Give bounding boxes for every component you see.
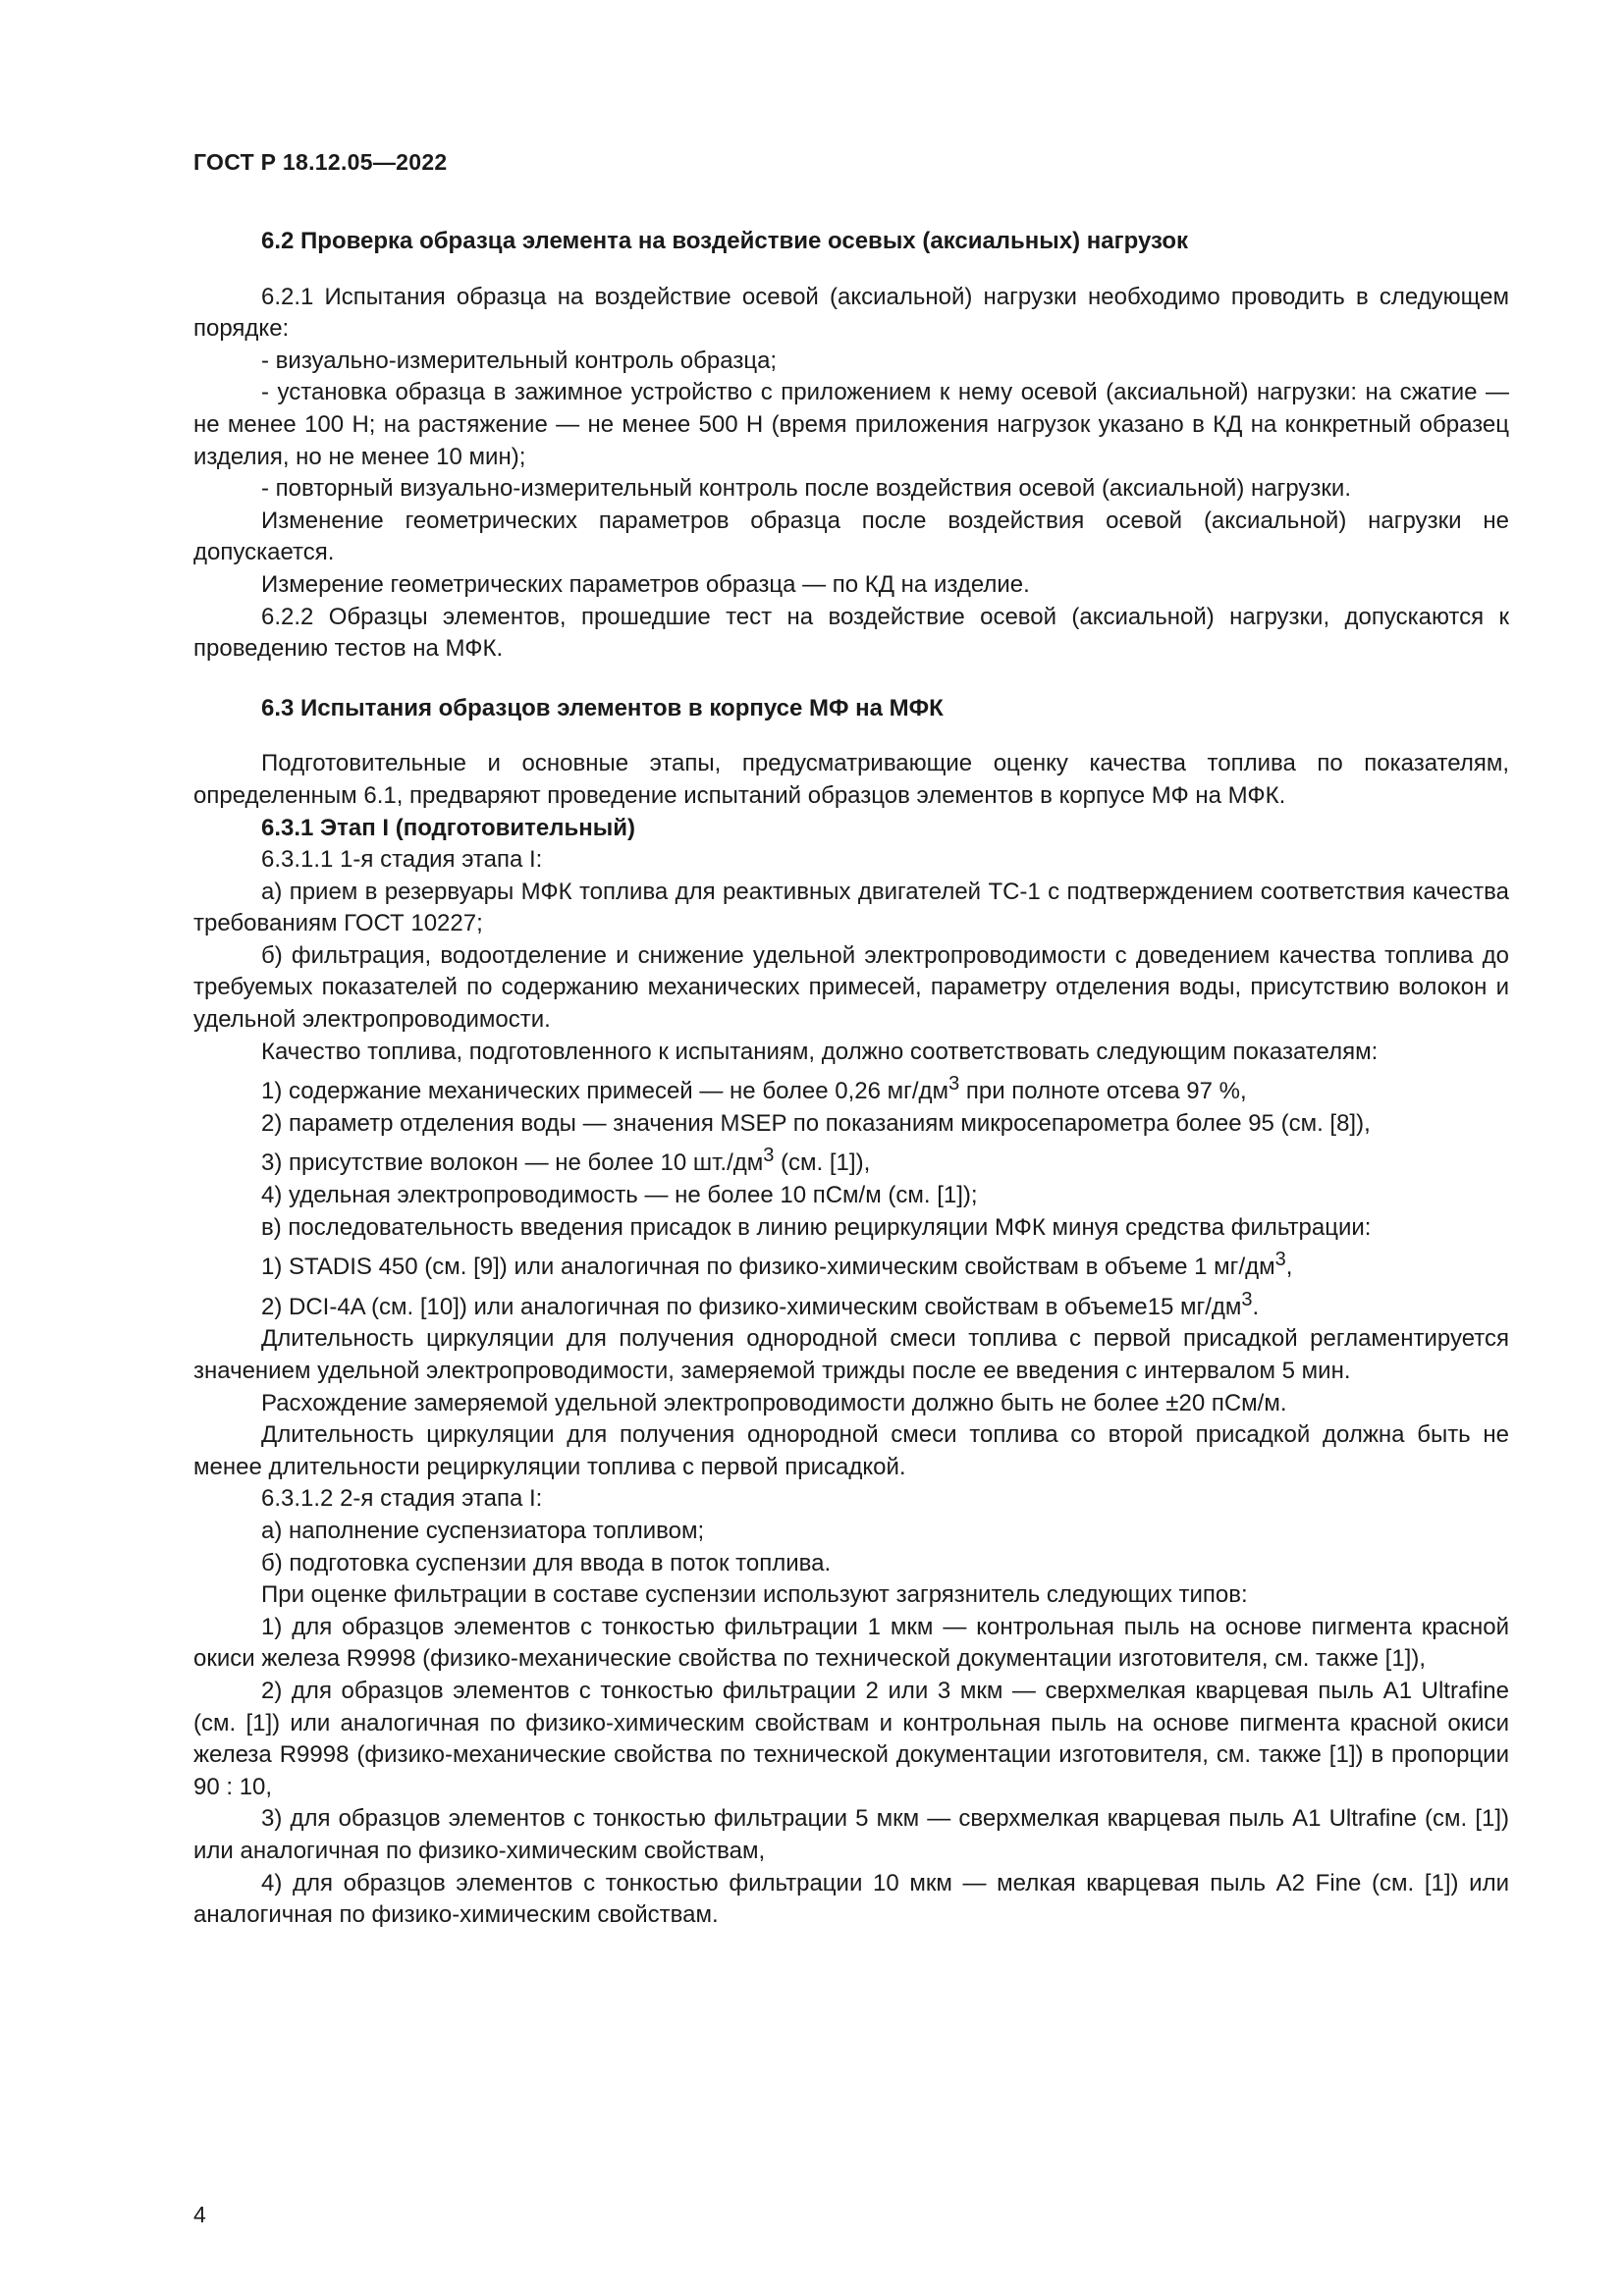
paragraph-6-3-intro: Подготовительные и основные этапы, предусматривающие оценку качества топлива по показателям, определенным 6.1, предваряют проведение испытаний образцов элементов в корпусе МФ на МФК. (193, 750, 1509, 809)
quality-item-impurities-tail: при полноте отсева 97 %, (959, 1078, 1247, 1105)
superscript-3: 3 (1241, 1288, 1253, 1310)
page-number: 4 (193, 2202, 206, 2227)
list-item-v-additives: в) последовательность введения присадок в линию рециркуляции МФК минуя средства фильтрации: (261, 1213, 1372, 1241)
quality-item-impurities-text: 1) содержание механических примесей — не более 0,26 мг/дм (261, 1078, 949, 1105)
quality-item-fibers (193, 1140, 1509, 1180)
contaminant-item-2-3um: 2) для образцов элементов с тонкостью фильтрации 2 или 3 мкм — сверхмелкая кварцевая пыль A1 Ultrafine (см. [1]) или аналогичная по физико-химическим свойствам и контрольная пыль на основе пигмента красной окиси железа R9998 (физико-механические свойства по технической документации изготовителя, см. также [1]) в пропорции 90 : 10, (193, 1677, 1509, 1800)
paragraph-geometry-measure: Измерение геометрических параметров образца — по КД на изделие. (261, 570, 1030, 598)
contaminant-item-5um: 3) для образцов элементов с тонкостью фильтрации 5 мкм — сверхмелкая кварцевая пыль A1 Ultrafine (см. [1]) или аналогичная по физико-химическим свойствам, (193, 1805, 1509, 1864)
list-item-visual-control: - визуально-измерительный контроль образца; (261, 347, 778, 374)
superscript-3: 3 (763, 1145, 775, 1167)
list-item-clamp-install: - установка образца в зажимное устройство с приложением к нему осевой (аксиальной) нагрузки: на сжатие — не менее 100 Н; на растяжение — не менее 500 Н (время приложения нагрузок указано в КД на конкретный образец изделия, но не менее 10 мин); (193, 379, 1509, 470)
contaminant-item-10um: 4) для образцов элементов с тонкостью фильтрации 10 мкм — мелкая кварцевая пыль A2 Fine (см. [1]) или аналогичная по физико-химическим свойствам. (193, 1869, 1509, 1929)
paragraph-discrepancy: Расхождение замеряемой удельной электропроводимости должно быть не более ±20 пСм/м. (261, 1389, 1287, 1416)
document-code-header: ГОСТ Р 18.12.05—2022 (193, 149, 448, 175)
subsection-heading-6-3-1: 6.3.1 Этап I (подготовительный) (261, 814, 635, 841)
quality-item-fibers-tail: (см. [1]), (774, 1149, 871, 1177)
additive-item-dci (193, 1284, 1509, 1324)
paragraph-circulation-second: Длительность циркуляции для получения однородной смеси топлива со второй присадкой должна быть не менее длительности рециркуляции топлива с первой присадкой. (193, 1421, 1509, 1480)
quality-item-impurities (193, 1068, 1509, 1108)
additive-item-stadis (193, 1244, 1509, 1284)
paragraph-6-2-2: 6.2.2 Образцы элементов, прошедшие тест на воздействие осевой (аксиальной) нагрузки, допускаются к проведению тестов на МФК. (193, 603, 1509, 663)
additive-item-dci-tail: . (1252, 1293, 1260, 1320)
contaminant-item-1um: 1) для образцов элементов с тонкостью фильтрации 1 мкм — контрольная пыль на основе пигмента красной окиси железа R9998 (физико-механические свойства по технической документации изготовителя, см. также [1]), (193, 1613, 1509, 1673)
quality-item-water-separation: 2) параметр отделения воды — значения MSEP по показаниям микросепарометра более 95 (см. [8]), (261, 1109, 1371, 1137)
superscript-3: 3 (1274, 1249, 1286, 1271)
quality-item-conductivity: 4) удельная электропроводимость — не более 10 пСм/м (см. [1]); (261, 1182, 978, 1209)
list-item-b-filtration: б) фильтрация, водоотделение и снижение удельной электропроводимости с доведением качества топлива до требуемых показателей по содержанию механических примесей, параметру отделения воды, присутствию волокон и удельной электропроводимости. (193, 941, 1509, 1034)
document-body (193, 226, 1509, 1932)
additive-item-stadis-tail: , (1285, 1254, 1293, 1281)
list-item-b-suspension-prep: б) подготовка суспензии для ввода в поток топлива. (261, 1549, 832, 1576)
paragraph-fuel-quality: Качество топлива, подготовленного к испытаниям, должно соответствовать следующим показателям: (261, 1038, 1379, 1065)
list-item-repeat-control: - повторный визуально-измерительный контроль после воздействия осевой (аксиальной) нагрузки. (261, 475, 1351, 503)
additive-item-dci-text: 2) DCI-4A (см. [10]) или аналогичная по физико-химическим свойствам в объеме15 мг/дм (261, 1293, 1242, 1320)
paragraph-6-2-1: 6.2.1 Испытания образца на воздействие осевой (аксиальной) нагрузки необходимо проводить в следующем порядке: (193, 283, 1509, 343)
list-item-a-suspension-fill: а) наполнение суспензиатора топливом; (261, 1517, 705, 1544)
additive-item-stadis-text: 1) STADIS 450 (см. [9]) или аналогичная по физико-химическим свойствам в объеме 1 мг/дм (261, 1254, 1275, 1281)
list-item-a-fuel-intake: а) прием в резервуары МФК топлива для реактивных двигателей ТС-1 с подтверждением соответствия качества требованиям ГОСТ 10227; (193, 878, 1509, 937)
quality-item-fibers-text: 3) присутствие волокон — не более 10 шт./дм (261, 1149, 764, 1177)
superscript-3: 3 (948, 1073, 960, 1095)
paragraph-6-3-1-2: 6.3.1.2 2-я стадия этапа I: (261, 1485, 543, 1513)
paragraph-contaminant-types: При оценке фильтрации в составе суспензии используют загрязнитель следующих типов: (261, 1581, 1248, 1609)
section-heading-6-2: 6.2 Проверка образца элемента на воздействие осевых (аксиальных) нагрузок (261, 228, 1189, 254)
paragraph-geometry-change: Изменение геометрических параметров образца после воздействия осевой (аксиальной) нагрузки не допускается. (193, 507, 1509, 566)
paragraph-circulation-first: Длительность циркуляции для получения однородной смеси топлива с первой присадкой регламентируется значением удельной электропроводимости, замеряемой трижды после ее введения с интервалом 5 мин. (193, 1325, 1509, 1384)
section-heading-6-3: 6.3 Испытания образцов элементов в корпусе МФ на МФК (261, 694, 944, 721)
paragraph-6-3-1-1: 6.3.1.1 1-я стадия этапа I: (261, 846, 543, 874)
